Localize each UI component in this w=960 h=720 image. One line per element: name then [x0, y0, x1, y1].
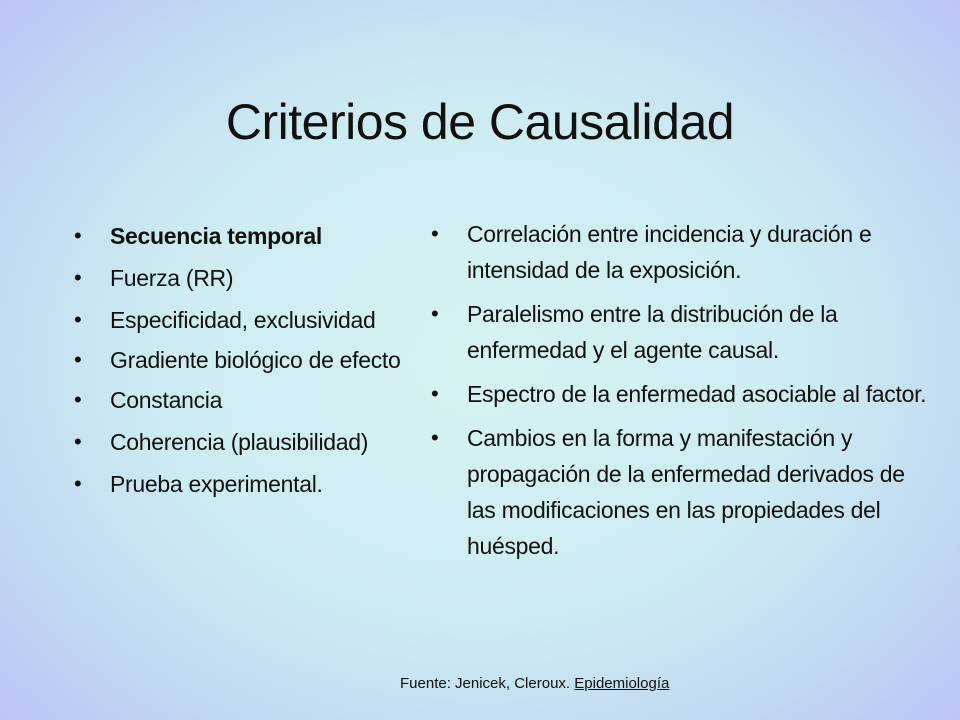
bullet-icon: •	[74, 347, 82, 372]
list-item-text: Gradiente biológico de efecto	[110, 347, 401, 373]
bullet-icon: •	[74, 265, 82, 290]
bullet-icon: •	[74, 223, 82, 248]
left-bullet-list	[74, 218, 434, 508]
list-item-text: Especificidad, exclusividad	[110, 307, 376, 333]
bullet-icon: •	[74, 471, 82, 496]
bullet-icon: •	[74, 429, 82, 454]
list-item	[431, 376, 931, 412]
source-citation	[400, 674, 669, 694]
bullet-icon: •	[431, 425, 439, 450]
list-item	[431, 216, 931, 288]
list-item-text: Coherencia (plausibilidad)	[110, 429, 369, 455]
list-item	[74, 218, 434, 254]
bullet-icon: •	[431, 381, 439, 406]
list-item	[74, 424, 434, 460]
list-item-text: Prueba experimental.	[110, 471, 323, 497]
list-item-text: Paralelismo entre la distribución de la enfermedad y el agente causal.	[467, 301, 838, 363]
list-item	[74, 260, 434, 296]
source-prefix: Fuente: Jenicek, Cleroux.	[400, 675, 575, 692]
list-item	[74, 382, 434, 418]
right-bullet-list	[431, 216, 931, 572]
list-item-text: Cambios en la forma y manifestación y propagación de la enfermedad derivados de las modificaciones en las propiedades del huésped.	[467, 425, 905, 559]
bullet-icon: •	[74, 387, 82, 412]
list-item	[74, 344, 434, 376]
list-item-text: Fuerza (RR)	[110, 265, 234, 291]
list-item-text: Espectro de la enfermedad asociable al factor.	[467, 381, 927, 407]
list-item-text: Constancia	[110, 387, 223, 413]
list-item	[74, 466, 434, 502]
source-link[interactable]: Epidemiología	[574, 675, 670, 692]
list-item	[431, 420, 931, 564]
list-item-text: Correlación entre incidencia y duración e intensidad de la exposición.	[467, 221, 872, 283]
slide-title: Criterios de Causalidad	[225, 94, 735, 150]
bullet-icon: •	[74, 307, 82, 332]
list-item	[431, 296, 931, 368]
bullet-icon: •	[431, 221, 439, 246]
list-item-text: Secuencia temporal	[110, 223, 322, 249]
bullet-icon: •	[431, 301, 439, 326]
list-item	[74, 302, 434, 338]
